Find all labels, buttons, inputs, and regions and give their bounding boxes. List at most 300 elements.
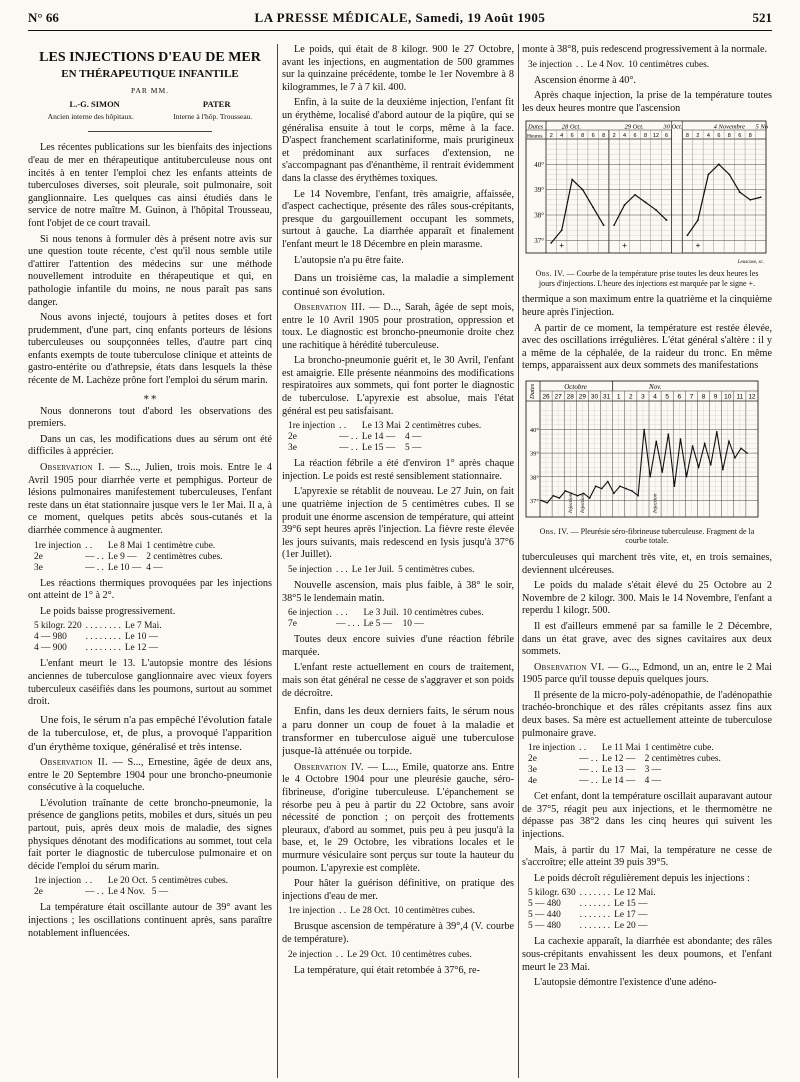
y-tick-label: 40° [534, 161, 544, 170]
table-cell: — . . [579, 754, 598, 765]
day-label: 3 [641, 393, 645, 401]
date-label: 5 No [755, 123, 768, 131]
observation-text: — D..., Sarah, âgée de sept mois, entre le 10 Avril 1905 pour prostration, oppression et toux. Le diagnostic est broncho-pneumonie droite chez une rachitique à hérédité tuberculeuse. [282, 301, 514, 351]
table-cell: 5 — 480 [528, 921, 561, 932]
date-label: 30 Oct. [663, 123, 683, 131]
data-point [692, 445, 694, 447]
table-cell: — . . [85, 887, 104, 898]
caption-label: Obs. IV. [535, 269, 565, 279]
table-cell: — . . [85, 562, 104, 573]
day-label: 31 [602, 393, 611, 401]
paragraph: Cet enfant, dont la température oscillait auparavant autour de 37°5, réagit peu aux injections, et le thermomètre ne dépasse pas 38°2 dans les cinq heures qui suivent les injections. [522, 791, 772, 841]
y-tick-label: 38° [534, 211, 544, 220]
table-cell: 2e injection [288, 949, 332, 960]
table-cell: Le 14 — [601, 776, 636, 787]
journal-title [28, 10, 772, 26]
paragraph: Pour hâter la guérison définitive, on pratique des injections d'eau de mer. [282, 878, 514, 902]
table-row [34, 552, 227, 563]
injection-table [288, 906, 479, 917]
table-cell: . . [85, 876, 93, 887]
column-2 [282, 44, 514, 1078]
observation-text: — G..., Edmond, un an, entre le 2 Mai 1905 parce qu'il tousse depuis quelques jours. [522, 661, 772, 686]
table-cell: 1 centimètre cube. [146, 540, 216, 551]
title-separator [88, 131, 212, 132]
data-point [734, 457, 736, 459]
table-cell: . . . . . . . . [85, 643, 121, 654]
table-cell: 1re injection [288, 906, 336, 917]
section-ornament: ⁎ ⁎ [143, 390, 157, 402]
table-cell: 1re injection [528, 743, 576, 754]
table-row [34, 632, 166, 643]
table-row [288, 950, 476, 961]
table-row [288, 608, 488, 619]
observation-6 [522, 662, 772, 687]
temperature-chart-2 [522, 377, 772, 525]
dates-label: Dates [528, 123, 544, 131]
data-point [619, 485, 621, 487]
injection-label: Injection [579, 493, 586, 513]
weight-table [34, 621, 166, 654]
table-row [34, 876, 232, 887]
data-point [704, 443, 706, 445]
paragraph: L'enfant reste actuellement en cours de traitement, mais son état général ne cesse de s'aggraver et son poids de décroître. [282, 662, 514, 699]
paragraph: Mais, à partir du 17 Mai, la température ne cesse de s'accroître; elle atteint 39 puis 39°5. [522, 844, 772, 869]
data-point [571, 179, 573, 181]
paragraph: Dans un cas, les modifications dues au sérum ont été difficiles à apprécier. [28, 433, 272, 458]
data-point [582, 189, 584, 191]
paragraph: La température était oscillante autour de 39° avant les injections ; les oscillations continuent après, sans paraître notablement influencées. [28, 902, 272, 939]
paragraph: La réaction fébrile a été d'environ 1° après chaque injection. Le poids est resté sensiblement stationnaire. [282, 458, 514, 482]
data-point [687, 235, 689, 237]
data-point [540, 500, 542, 502]
table-cell: 10 centimètres cubes. [390, 949, 472, 960]
table-cell: 4e [528, 776, 537, 787]
table-cell: — . . [85, 551, 104, 562]
data-point [707, 174, 709, 176]
day-label: 1 [616, 393, 621, 401]
temperature-line [541, 429, 747, 502]
hours-label: Heures [527, 133, 543, 140]
engraver-credit: Leuscuse, sc. [737, 260, 764, 266]
data-point [601, 488, 603, 490]
table-row [528, 765, 725, 776]
data-point [740, 447, 742, 449]
day-label: 11 [736, 393, 744, 401]
author: L.-G. SIMON [69, 99, 120, 110]
table-cell: Le 14 — [361, 432, 396, 443]
day-label: 5 [665, 393, 669, 401]
table-cell: . . [336, 949, 344, 960]
table-cell: Le 11 Mai [601, 743, 641, 754]
paragraph: L'apyrexie se rétablit de nouveau. Le 27 Juin, on fait une quatrième injection de 5 centimètres cubes. Il se produit une énorme ascension de température, qui atteint 39°6 sept heures après l'injection. La fièvre reste élevée les jours suivants, mais redescend en lysis jusqu'à 37°6 (1er Juillet). [282, 486, 514, 561]
paragraph: A partir de ce moment, la température est restée élevée, avec des oscillations irrégulières. L'état général s'altère : il y a même de la céphalée, de la raideur du tronc. En même temps, apparaissent aux deux sommets des manifestations [522, 322, 772, 372]
hour-label: 6 [717, 133, 721, 140]
injection-mark: + [559, 241, 565, 251]
paragraph: thermique a son maximum entre la quatrième et la cinquième heure après l'injection. [522, 294, 772, 318]
paragraph: Brusque ascension de température à 39°,4 (V. courbe de température). [282, 921, 514, 945]
hour-label: 6 [591, 133, 595, 140]
table-cell: Le 12 — [601, 754, 636, 765]
hour-label: 8 [748, 133, 752, 140]
table-cell: Le 28 Oct. [350, 906, 390, 917]
observation-label: Observation VI. [534, 661, 605, 673]
y-tick-label: 37° [529, 497, 539, 505]
table-cell: 10 centimètres cubes. [394, 906, 475, 917]
table-cell: 7e [288, 619, 297, 630]
data-point [643, 429, 645, 431]
data-point [686, 476, 688, 478]
table-cell: 5 — [151, 887, 169, 898]
y-tick-label: 40° [529, 426, 539, 434]
table-row [528, 776, 725, 787]
table-cell: 4 — [644, 776, 661, 787]
paragraph: Si nous tenons à formuler dès à présent notre avis sur une question toute récente, c'est qu'il nous semble utile d'attirer l'attention des médecins sur une méthode nouvellement introduite en thérapeutique et qui, en pathologie infantile du moins, ne nous paraît pas sans danger. [28, 233, 272, 308]
injection-table [288, 421, 485, 454]
y-tick-label: 39° [529, 450, 539, 458]
data-point [666, 220, 668, 222]
journal-name: LA PRESSE MÉDICALE, [254, 10, 412, 25]
page-header [28, 8, 772, 31]
table-cell: 1 centimètre cube. [644, 743, 714, 754]
table-cell: Le 15 — [361, 443, 396, 454]
table-cell: 3e [528, 765, 537, 776]
table-cell: . . [339, 421, 347, 432]
paragraph: La cachexie apparaît, la diarrhée est abondante; des râles sous-crépitants envahissent les deux poumons, et l'enfant meurt le 23 Mai. [522, 936, 772, 973]
hour-label: 4 [706, 133, 710, 140]
table-cell: 3e injection [528, 59, 572, 70]
table-cell: Le 7 Mai. [124, 621, 162, 632]
data-point [577, 495, 579, 497]
injection-table [34, 876, 232, 898]
hour-label: 6 [570, 133, 574, 140]
table-cell: 4 — 900 [34, 643, 67, 654]
injection-label: Injection [567, 493, 574, 513]
table-cell: — . . [579, 776, 598, 787]
table-cell: 2e [288, 432, 297, 443]
hour-label: 6 [664, 133, 669, 140]
gap-column [672, 121, 682, 253]
paragraph: Le 14 Novembre, l'enfant, très amaigrie, affaissée, d'aspect cachectique, présente des râles sous-crépitants, presque du gargouillement occupant les sommets, surtout à gauche. La diarrhée apparaît et finalement l'enfant meurt le 18 Décembre en plein marasme. [282, 188, 514, 250]
injection-table [288, 950, 476, 961]
injection-mark: + [622, 241, 627, 251]
paragraph: La broncho-pneumonie guérit et, le 30 Avril, l'enfant est amaigrie. Elle présente néanmoins des modifications respiratoires aux sommets, qui font porter le diagnostic de tuberculose. L'apyrexie est absolue, mais l'état général est peu satisfaisant. [282, 355, 514, 417]
data-point [613, 492, 615, 494]
data-point [728, 174, 730, 176]
table-row [34, 563, 227, 574]
table-cell: Le 20 Oct. [107, 876, 148, 887]
table-cell: Le 5 — [363, 619, 393, 630]
data-point [728, 440, 730, 442]
date-label: 29 Oct. [624, 123, 644, 131]
table-cell: 1re injection [288, 421, 336, 432]
table-row [528, 921, 660, 932]
observation-text: — L..., Emile, quatorze ans. Entre le 4 Octobre 1904 pour une pleurésie gauche, séro-fibrineuse, d'origine tuberculeuse. L'épanchement se résorbe peu à peu à partir du 22 Octobre, sans avoir nécessité de ponction ; on perçoit des frottements pleuraux, d'abord au sommet, puis peu à peu jusqu'à la base, et, le 29 Octobre, les vibrations locales et le murmure vésiculaire sont perçus sur toute la hauteur du poumon. L'apyrexie est complète. [282, 761, 514, 874]
data-point [680, 438, 682, 440]
table-cell: Le 13 Mai [361, 421, 401, 432]
table-row [528, 910, 660, 921]
month-label: Nov. [649, 382, 662, 391]
observation-1 [28, 462, 272, 538]
figure-caption [528, 269, 766, 288]
table-row [288, 906, 479, 917]
data-point [716, 431, 718, 433]
affiliation: Ancien interne des hôpitaux. [47, 111, 134, 121]
table-cell: — . . [339, 443, 358, 454]
temperature-chart-2-svg [522, 377, 772, 525]
observation-label: Observation III. [294, 301, 366, 313]
table-cell: . . . . . . . [579, 888, 611, 899]
caption-text: — Pleurésie séro-fibrineuse tuberculeuse. Fragment de la courbe totale. [568, 526, 755, 546]
affiliation: Interne à l'hôp. Trousseau. [173, 111, 253, 121]
hour-label: 8 [685, 133, 689, 140]
data-point [550, 242, 552, 244]
day-label: 10 [724, 393, 732, 401]
paragraph: Enfin, à la suite de la deuxième injection, l'enfant fit un érythème, localisé d'abord autour de la piqûre, qui se généralisa ensuite à tout le corps, même à la face. D'aspect franchement scarlatiniforme, mais prurigineux et prédominant aux surfaces d'extension, ne s'accompagnant pas d'énanthème, il rentrait évidemment dans la classe des érythèmes toxiques. [282, 97, 514, 184]
table-cell: — . . . [336, 619, 360, 630]
day-label: 27 [554, 393, 562, 401]
data-point [613, 225, 615, 227]
table-cell: . . . . . . . [579, 899, 611, 910]
day-label: 29 [578, 393, 587, 401]
table-cell: 2 centimètres cubes. [404, 421, 482, 432]
table-cell: . . . [336, 608, 348, 619]
table-cell: Le 8 Mai [107, 540, 143, 551]
data-point [607, 481, 609, 483]
table-cell: 5 kilogr. 630 [528, 888, 576, 899]
table-cell: — . . [339, 432, 358, 443]
table-row [34, 621, 166, 632]
paragraph: L'enfant meurt le 13. L'autopsie montre des lésions anciennes de tuberculose ganglionnaire avec vieux foyers tuberculeux caséifiés dans les poumons, surtout au sommet droit. [28, 658, 272, 708]
table-row [288, 443, 485, 454]
table-cell: 10 centimètres cubes. [628, 59, 710, 70]
data-point [624, 204, 626, 206]
issue-number: N° 66 [28, 10, 59, 25]
injection-mark: + [695, 241, 701, 251]
data-point [655, 209, 657, 211]
page-number: 521 [752, 10, 772, 25]
table-cell: 5 kilogr. 220 [34, 621, 82, 632]
table-cell: Le 4 Nov. [107, 887, 146, 898]
paragraph: L'autopsie n'a pu être faite. [294, 254, 404, 266]
data-point [595, 485, 597, 487]
column-1 [28, 44, 272, 1078]
column-rule [518, 44, 519, 1078]
observation-label: Observation I. [40, 462, 105, 474]
table-row [288, 432, 485, 443]
day-label: 7 [689, 393, 694, 401]
data-point [592, 207, 594, 209]
date-label: 28 Oct. [561, 123, 581, 131]
data-point [722, 469, 724, 471]
hour-label: 8 [581, 133, 585, 140]
paragraph: Il est d'ailleurs emmené par sa famille le 2 Décembre, dans un état grave, avec des signes cavitaires aux deux sommets. [522, 620, 772, 658]
paragraph: Le poids, qui était de 8 kilogr. 900 le 27 Octobre, avant les injections, en augmentation de 500 grammes sur la quinzaine précédente, tombe le 1er Novembre à 8 kilogrammes, le 7 à 7 kil. 400. [282, 44, 514, 93]
data-point [589, 497, 591, 499]
paragraph: Nous donnerons tout d'abord les observations des premiers. [28, 405, 272, 430]
day-label: 4 [653, 393, 657, 401]
table-cell: 3 — [644, 765, 661, 776]
table-cell: Le 3 Juil. [363, 608, 399, 619]
dates-label: Dates [529, 383, 536, 399]
table-cell: 5e injection [288, 565, 332, 575]
hour-label: 2 [612, 133, 616, 140]
caption-text: — Courbe de la température prise toutes les deux heures les jours d'injections. L'heure des injections est marquée par le signe +. [538, 269, 759, 288]
injection-table [528, 60, 713, 71]
table-row [528, 743, 725, 754]
data-point [697, 220, 699, 222]
article-title: LES INJECTIONS D'EAU DE MER [39, 50, 261, 65]
observation-label: Observation II. [40, 756, 108, 768]
data-point [631, 490, 633, 492]
paragraph: Les réactions thermiques provoquées par les injections ont atteint de 1° à 2°. [28, 577, 272, 602]
data-point [674, 485, 676, 487]
issue-date: Samedi, 19 Août 1905 [415, 10, 546, 25]
table-cell: . . . . . . . [579, 921, 611, 932]
table-cell: 4 — [404, 432, 422, 443]
observation-text: — S..., Ernestine, âgée de deux ans, entre le 20 Septembre 1904 pour une broncho-pneumonie consécutive à la coqueluche. [28, 756, 272, 794]
table-row [34, 643, 166, 654]
data-point [668, 433, 670, 435]
y-tick-label: 39° [534, 186, 544, 195]
paragraph: Le poids baisse progressivement. [40, 605, 176, 617]
paragraph: Ascension énorme à 40°. [534, 74, 636, 86]
table-cell: 5 — [404, 443, 422, 454]
table-cell: 4 — 980 [34, 632, 67, 643]
table-cell: 1re injection [34, 540, 82, 551]
paragraph: Une fois, le sérum n'a pas empêché l'évolution fatale de la tuberculose, et, de plus, a provoqué l'apparition d'un érythème toxique, généralisé et très intense. [28, 713, 272, 753]
data-point [637, 495, 639, 497]
data-point [710, 464, 712, 466]
paragraph: L'évolution traînante de cette broncho-pneumonie, la présence de ganglions petits, mobiles et durs, situés un peu partout, puis, après deux mois de maladie, des signes physiques dénotant des modifications au sommet, tout cela fait porter le diagnostic de tuberculose pulmonaire et on décide l'emploi du sérum marin. [28, 797, 272, 872]
table-cell: 2e [528, 754, 537, 765]
paragraph: La température, qui était retombée à 37°6, re- [294, 964, 480, 976]
column-3 [522, 44, 772, 1078]
injection-table [288, 565, 478, 576]
data-point [565, 490, 567, 492]
hour-label: 12 [652, 133, 660, 140]
data-point [749, 199, 751, 201]
table-row [528, 754, 725, 765]
table-cell: . . [576, 59, 584, 70]
data-point [746, 452, 748, 454]
data-point [662, 471, 664, 473]
article-subtitle: EN THÉRAPEUTIQUE INFANTILE [61, 68, 239, 80]
data-point [546, 502, 548, 504]
table-cell: . . . . . . . [579, 910, 611, 921]
y-tick-label: 38° [529, 474, 539, 482]
table-cell: 6e injection [288, 608, 332, 619]
data-point [634, 194, 636, 196]
table-cell: 4 — [146, 562, 163, 573]
table-row [288, 565, 478, 576]
day-label: 9 [713, 393, 718, 401]
hour-label: 6 [738, 133, 742, 140]
weight-table [528, 888, 660, 932]
day-label: 6 [677, 393, 682, 401]
table-cell: 10 centimètres cubes. [402, 608, 484, 619]
table-cell: 10 — [402, 619, 424, 630]
paragraph: Enfin, dans les deux derniers faits, le sérum nous a paru donner un coup de fouet à la maladie et transformer en tuberculose aiguë une tuberculose jusque-là atténuée ou torpide. [282, 705, 514, 758]
observation-label: Observation IV. [294, 761, 364, 773]
data-point [718, 164, 720, 166]
month-label: Octobre [564, 382, 587, 391]
table-cell: 2e [34, 551, 43, 562]
affiliations [28, 111, 272, 124]
table-cell: 5 centimètres cubes. [151, 876, 228, 887]
observation-4 [282, 762, 514, 875]
paragraph: Le poids décroît régulièrement depuis les injections : [534, 872, 750, 884]
table-cell: 2 centimètres cubes. [644, 754, 721, 765]
chart-frame [526, 121, 766, 253]
table-cell: 5 — 480 [528, 899, 561, 910]
table-cell: . . [339, 906, 347, 917]
paragraph: Toutes deux encore suivies d'une réaction fébrile marquée. [282, 634, 514, 658]
table-cell: . . [579, 743, 587, 754]
paragraph: Dans un troisième cas, la maladie a simplement continué son évolution. [282, 272, 514, 298]
table-cell: Le 15 — [614, 899, 648, 910]
table-cell: 3e [288, 443, 297, 454]
table-row [288, 619, 488, 630]
paragraph: Les récentes publications sur les bienfaits des injections d'eau de mer en thérapeutique antituberculeuse nous ont incités à en tenter l'emploi chez les enfants atteints de tuberculoses diverses, soit pleurale, soit pulmonaire, soit ganglionnaire. Les quelques cas ainsi étudiés dans le service de notre maître M. Guinon, à l'hôpital Trousseau, font l'objet de ce court travail. [28, 142, 272, 229]
figure-caption [528, 527, 766, 546]
table-cell: 5 — 440 [528, 910, 561, 921]
day-label: 28 [566, 393, 574, 401]
table-cell: Le 10 — [107, 562, 142, 573]
table-cell: . . . . . . . . [85, 632, 121, 643]
table-cell: . . [85, 540, 93, 551]
hour-label: 2 [549, 133, 553, 140]
temperature-chart-1-svg [522, 119, 772, 267]
byline-prefix: PAR MM. [131, 85, 169, 95]
date-label: 4 Novembre [713, 123, 745, 131]
day-label: 26 [542, 393, 550, 401]
hour-label: 8 [727, 133, 731, 140]
day-label: 8 [701, 393, 706, 401]
table-cell: Le 1er Juil. [351, 565, 395, 575]
paragraph: L'autopsie démontre l'existence d'une adéno- [534, 977, 717, 989]
data-point [698, 466, 700, 468]
table-row [528, 888, 660, 899]
table-cell: Le 29 Oct. [347, 949, 387, 960]
paragraph: Le poids du malade s'était élevé du 25 Octobre au 2 Novembre de 2 kilogr. 300. Mais le 14 Novembre, l'enfant a reperdu 1 kilogr. 500. [522, 580, 772, 617]
injection-table [34, 541, 227, 574]
paragraph: Après chaque injection, la prise de la température toutes les deux heures montre que l'ascension [522, 90, 772, 114]
data-point [739, 192, 741, 194]
y-tick-label: 37° [534, 237, 544, 246]
observation-3 [282, 302, 514, 352]
hour-label: 8 [643, 133, 648, 140]
table-cell: 2 centimètres cubes. [146, 551, 223, 562]
day-label: 2 [629, 393, 633, 401]
data-point [559, 497, 561, 499]
data-point [760, 197, 762, 199]
injection-label: Injection [652, 493, 659, 513]
hour-label: 2 [696, 133, 700, 140]
data-point [649, 476, 651, 478]
data-point [655, 440, 657, 442]
temperature-chart-1 [522, 119, 772, 267]
data-point [561, 230, 563, 232]
data-point [603, 225, 605, 227]
data-point [625, 488, 627, 490]
author: PATER [202, 99, 231, 110]
table-cell: . . . [336, 565, 348, 575]
table-cell: 1re injection [34, 876, 82, 887]
table-row [34, 541, 227, 552]
observation-text: — S..., Julien, trois mois. Entre le 4 Avril 1905 pour diarrhée verte et pemphigus. Porteur de lésions pulmonaires manifestement tuberculeuses, l'enfant reste dans un état stationnaire jusque vers le 1er Mai. Il a, à ce moment, quelques petits abcès sous-cutanés et la diarrhée commence à augmenter. [28, 462, 272, 536]
day-label: 30 [590, 393, 599, 401]
table-cell: Le 20 — [614, 921, 648, 932]
